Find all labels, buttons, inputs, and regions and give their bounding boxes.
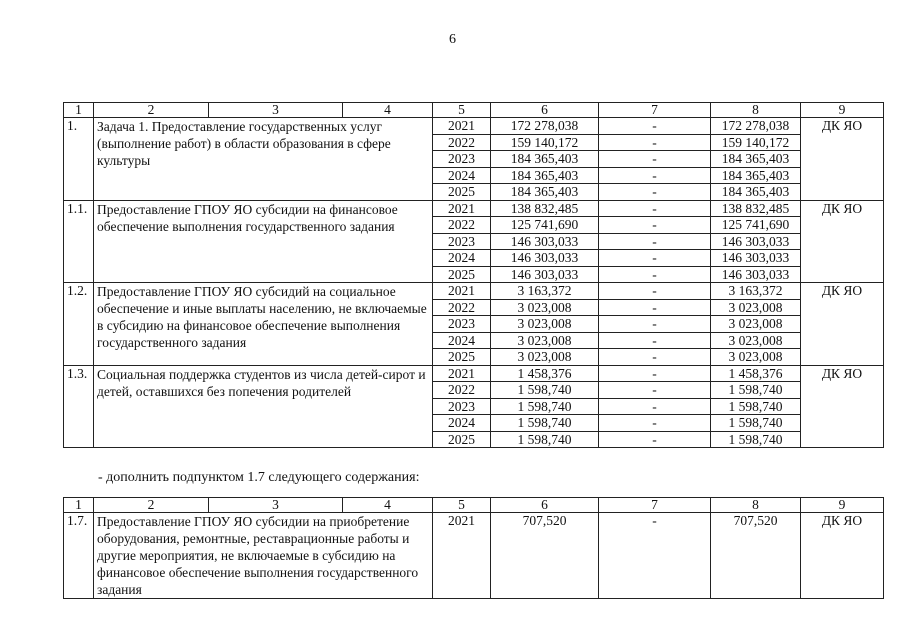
dash-cell: -	[599, 250, 711, 267]
header-cell: 7	[599, 498, 711, 513]
page-number: 6	[449, 32, 456, 47]
dash-cell: -	[599, 134, 711, 151]
amount-cell: 138 832,485	[711, 200, 801, 217]
amount-cell: 146 303,033	[491, 266, 599, 283]
header-cell: 9	[801, 498, 884, 513]
header-cell: 2	[94, 498, 209, 513]
header-cell: 5	[433, 103, 491, 118]
header-cell: 5	[433, 498, 491, 513]
amount-cell: 3 023,008	[491, 299, 599, 316]
amount-cell: 184 365,403	[491, 184, 599, 201]
dash-cell: -	[599, 266, 711, 283]
executor-cell: ДК ЯО	[801, 513, 884, 599]
dash-cell: -	[599, 283, 711, 300]
header-cell: 1	[64, 498, 94, 513]
amount-cell: 184 365,403	[711, 151, 801, 168]
amount-cell: 138 832,485	[491, 200, 599, 217]
dash-cell: -	[599, 217, 711, 234]
year-cell: 2022	[433, 217, 491, 234]
dash-cell: -	[599, 200, 711, 217]
header-cell: 4	[343, 498, 433, 513]
amount-cell: 184 365,403	[491, 167, 599, 184]
dash-cell: -	[599, 316, 711, 333]
dash-cell: -	[599, 349, 711, 366]
addition-table	[63, 497, 884, 599]
amount-cell: 707,520	[491, 513, 599, 599]
year-cell: 2022	[433, 382, 491, 399]
header-cell: 3	[209, 103, 343, 118]
amount-cell: 3 163,372	[711, 283, 801, 300]
year-cell: 2024	[433, 332, 491, 349]
table-row	[64, 118, 884, 135]
item-description: Задача 1. Предоставление государственных услуг (выполнение работ) в области образования в сфере культуры	[94, 118, 433, 201]
item-description: Предоставление ГПОУ ЯО субсидии на приобретение оборудования, ремонтные, реставрационные работы и другие мероприятия, не включаемые в субсидию на финансовое обеспечение выполнения государственного задания	[94, 513, 433, 599]
amount-cell: 146 303,033	[491, 250, 599, 267]
year-cell: 2023	[433, 151, 491, 168]
amount-cell: 3 023,008	[711, 332, 801, 349]
item-description: Предоставление ГПОУ ЯО субсидий на социальное обеспечение и иные выплаты населению, не включаемые в субсидию на финансовое обеспечение выполнения государственного задания	[94, 283, 433, 366]
header-cell: 4	[343, 103, 433, 118]
header-cell: 9	[801, 103, 884, 118]
executor-cell: ДК ЯО	[801, 365, 884, 448]
dash-cell: -	[599, 382, 711, 399]
year-cell: 2022	[433, 134, 491, 151]
amount-cell: 3 023,008	[711, 316, 801, 333]
dash-cell: -	[599, 415, 711, 432]
dash-cell: -	[599, 184, 711, 201]
amount-cell: 159 140,172	[491, 134, 599, 151]
amount-cell: 3 163,372	[491, 283, 599, 300]
header-cell: 8	[711, 498, 801, 513]
table-row	[64, 365, 884, 382]
year-cell: 2024	[433, 167, 491, 184]
item-number: 1.3.	[64, 365, 94, 448]
executor-cell: ДК ЯО	[801, 118, 884, 201]
year-cell: 2023	[433, 316, 491, 333]
table-row	[64, 283, 884, 300]
header-cell: 7	[599, 103, 711, 118]
dash-cell: -	[599, 151, 711, 168]
amount-cell: 3 023,008	[491, 349, 599, 366]
item-number: 1.7.	[64, 513, 94, 599]
header-row	[64, 498, 884, 513]
amount-cell: 159 140,172	[711, 134, 801, 151]
year-cell: 2024	[433, 250, 491, 267]
year-cell: 2023	[433, 233, 491, 250]
header-cell: 6	[491, 103, 599, 118]
dash-cell: -	[599, 233, 711, 250]
year-cell: 2021	[433, 365, 491, 382]
dash-cell: -	[599, 118, 711, 135]
addition-note: - дополнить подпунктом 1.7 следующего содержания:	[98, 470, 420, 485]
header-row	[64, 103, 884, 118]
item-description: Предоставление ГПОУ ЯО субсидии на финансовое обеспечение выполнения государственного задания	[94, 200, 433, 283]
item-number: 1.2.	[64, 283, 94, 366]
amount-cell: 146 303,033	[491, 233, 599, 250]
year-cell: 2023	[433, 398, 491, 415]
amount-cell: 125 741,690	[491, 217, 599, 234]
amount-cell: 707,520	[711, 513, 801, 599]
amount-cell: 184 365,403	[711, 184, 801, 201]
amount-cell: 1 598,740	[491, 431, 599, 448]
item-number: 1.1.	[64, 200, 94, 283]
year-cell: 2021	[433, 118, 491, 135]
amount-cell: 125 741,690	[711, 217, 801, 234]
header-cell: 2	[94, 103, 209, 118]
amount-cell: 3 023,008	[711, 299, 801, 316]
year-cell: 2025	[433, 431, 491, 448]
year-cell: 2021	[433, 200, 491, 217]
amount-cell: 172 278,038	[491, 118, 599, 135]
amount-cell: 172 278,038	[711, 118, 801, 135]
header-cell: 3	[209, 498, 343, 513]
dash-cell: -	[599, 332, 711, 349]
dash-cell: -	[599, 365, 711, 382]
executor-cell: ДК ЯО	[801, 200, 884, 283]
year-cell: 2025	[433, 349, 491, 366]
dash-cell: -	[599, 299, 711, 316]
dash-cell: -	[599, 513, 711, 599]
amount-cell: 1 458,376	[711, 365, 801, 382]
amount-cell: 3 023,008	[491, 316, 599, 333]
amount-cell: 1 598,740	[491, 382, 599, 399]
amount-cell: 1 598,740	[711, 415, 801, 432]
amount-cell: 184 365,403	[491, 151, 599, 168]
item-description: Социальная поддержка студентов из числа детей-сирот и детей, оставшихся без попечения родителей	[94, 365, 433, 448]
amount-cell: 1 598,740	[491, 415, 599, 432]
year-cell: 2021	[433, 513, 491, 599]
budget-table	[63, 102, 884, 448]
amount-cell: 1 598,740	[711, 398, 801, 415]
dash-cell: -	[599, 398, 711, 415]
year-cell: 2024	[433, 415, 491, 432]
year-cell: 2022	[433, 299, 491, 316]
table-row	[64, 513, 884, 599]
amount-cell: 146 303,033	[711, 250, 801, 267]
amount-cell: 1 598,740	[491, 398, 599, 415]
dash-cell: -	[599, 431, 711, 448]
dash-cell: -	[599, 167, 711, 184]
header-cell: 1	[64, 103, 94, 118]
year-cell: 2025	[433, 184, 491, 201]
amount-cell: 1 458,376	[491, 365, 599, 382]
item-number: 1.	[64, 118, 94, 201]
executor-cell: ДК ЯО	[801, 283, 884, 366]
amount-cell: 184 365,403	[711, 167, 801, 184]
year-cell: 2021	[433, 283, 491, 300]
amount-cell: 1 598,740	[711, 382, 801, 399]
amount-cell: 146 303,033	[711, 266, 801, 283]
year-cell: 2025	[433, 266, 491, 283]
amount-cell: 1 598,740	[711, 431, 801, 448]
amount-cell: 3 023,008	[711, 349, 801, 366]
amount-cell: 146 303,033	[711, 233, 801, 250]
header-cell: 8	[711, 103, 801, 118]
table-row	[64, 200, 884, 217]
header-cell: 6	[491, 498, 599, 513]
amount-cell: 3 023,008	[491, 332, 599, 349]
